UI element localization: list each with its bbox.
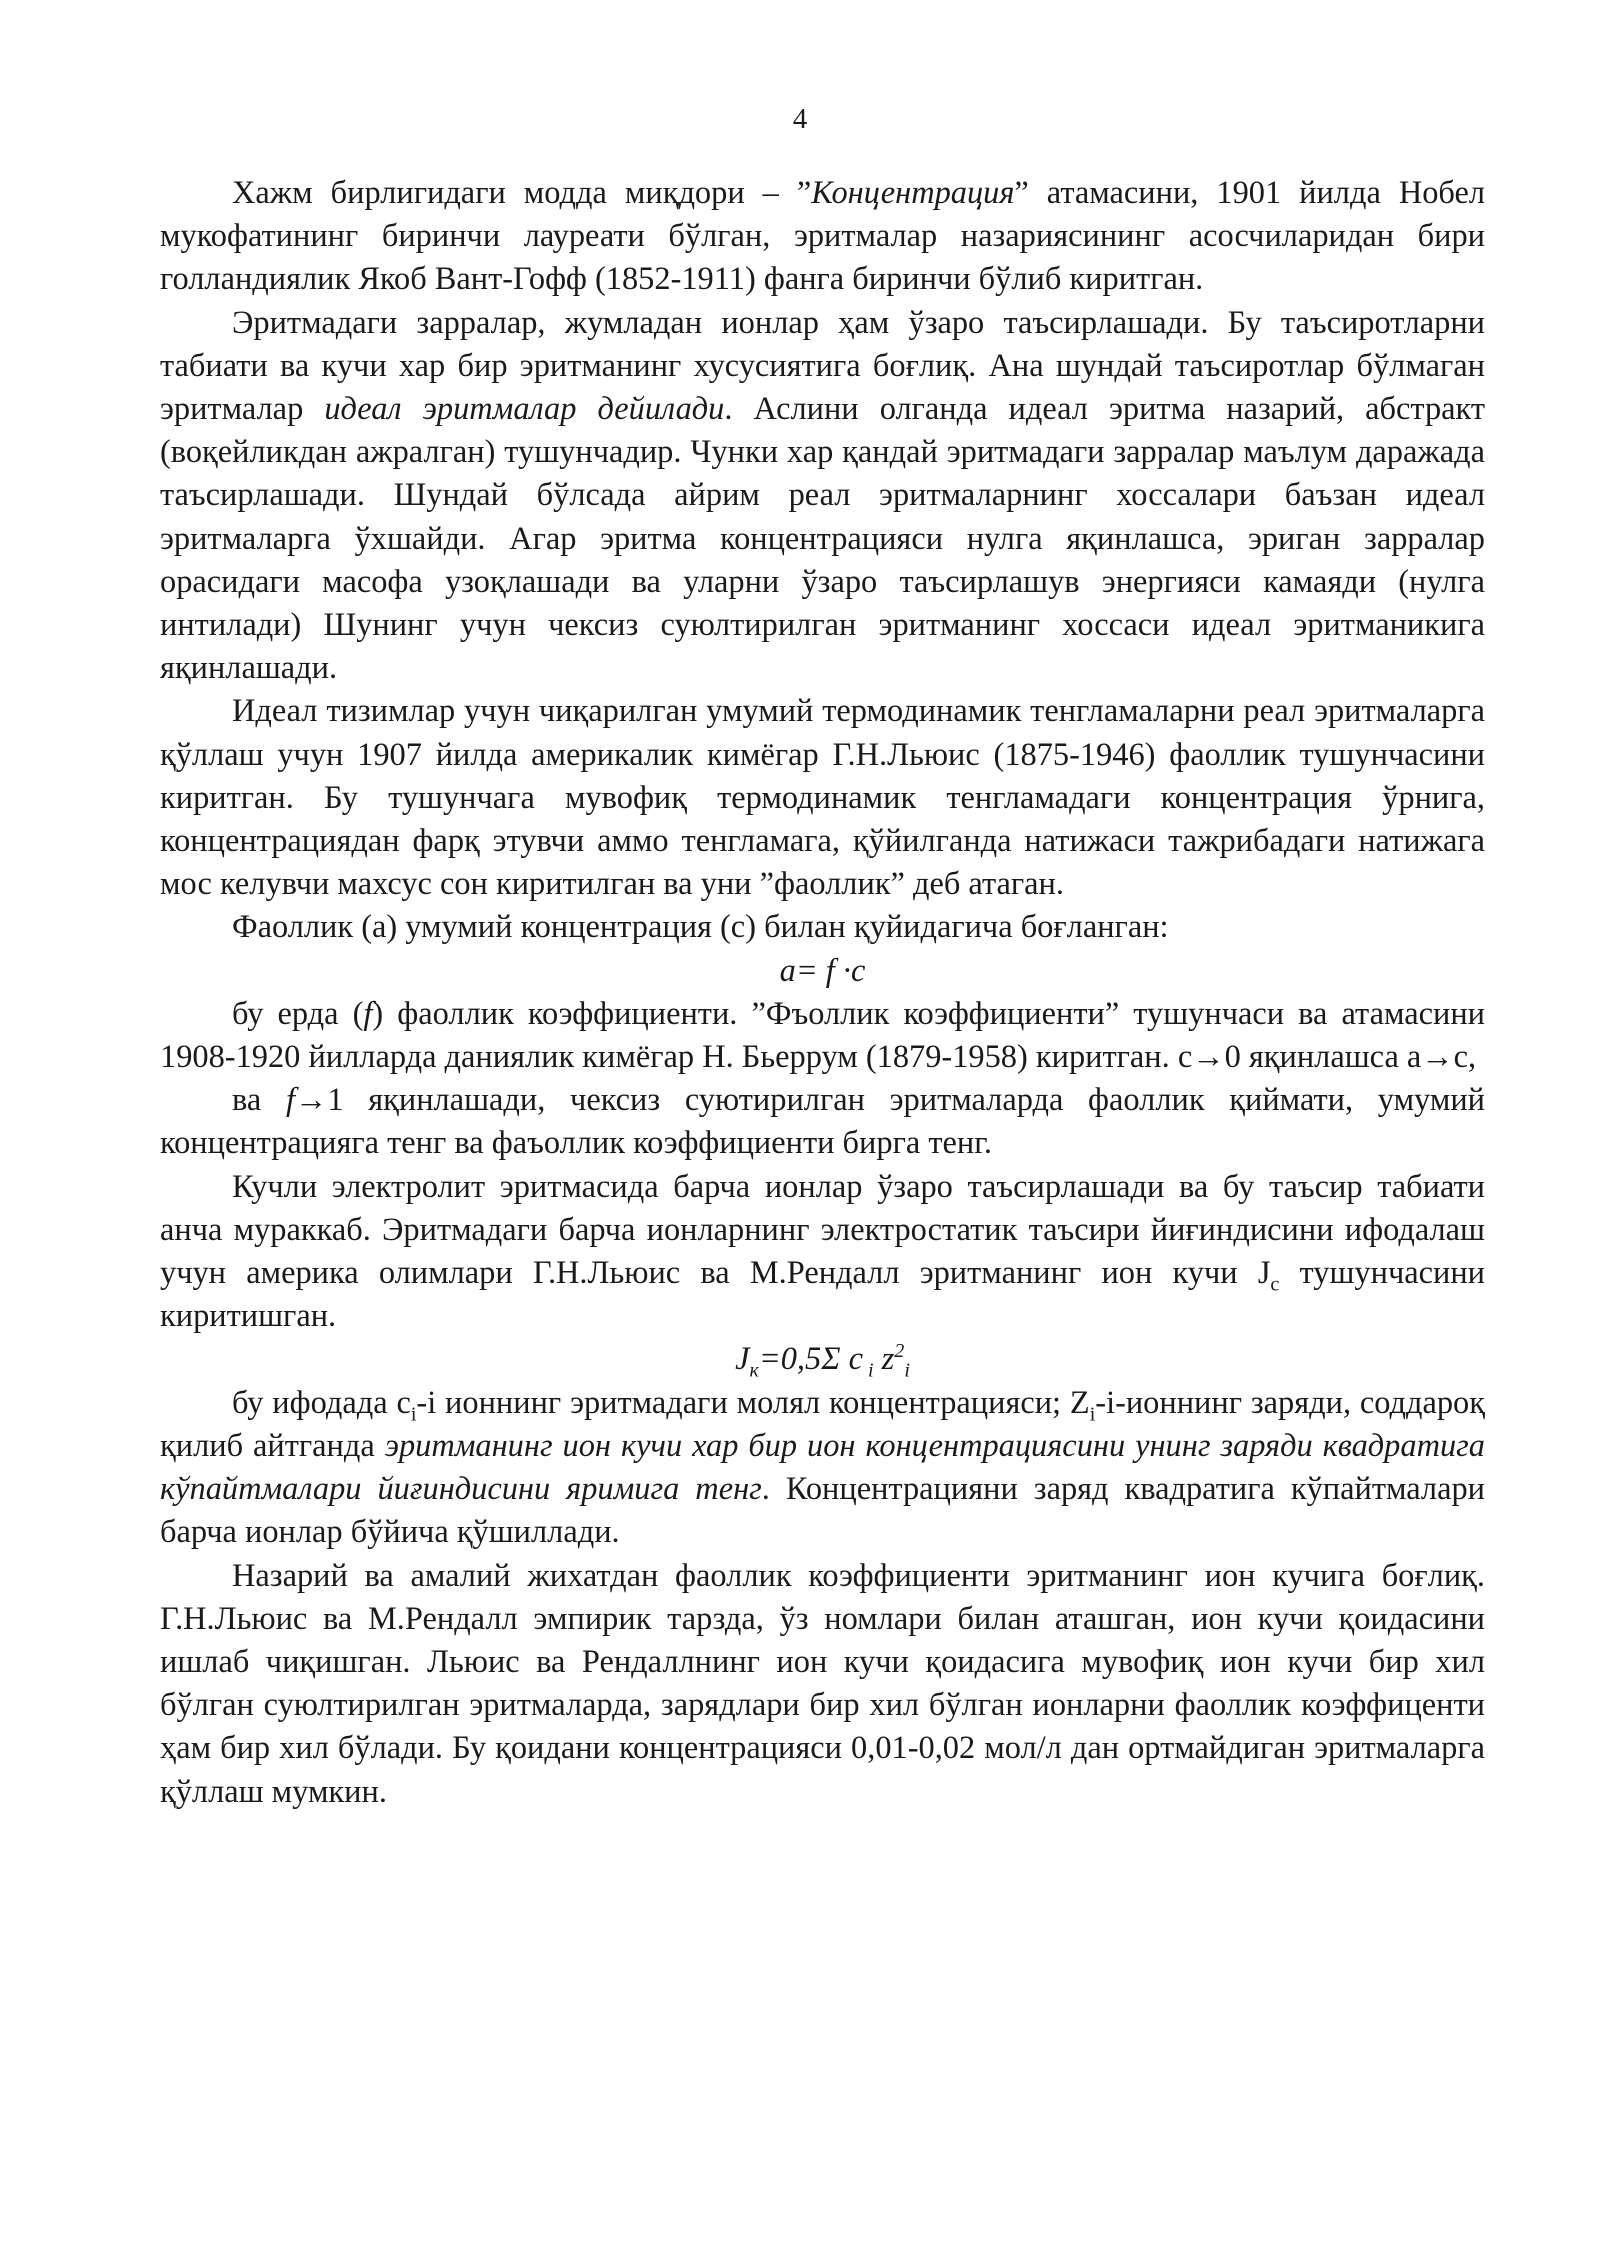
paragraph-activity-coefficient: бу ерда (f) фаоллик коэффициенти. ”Фъоллик коэффициенти” тушунчаси ва атамасини 1908-1920 йилларда даниялик кимёгар Н. Бьеррум (1879-1958) киритган. с→0 яқинлашса а→с, bbox=[160, 995, 1485, 1076]
paragraph-activity-relation: Фаоллик (а) умумий концентрация (с) билан қуйидагича боғланган: bbox=[232, 909, 1169, 946]
formula-ionic-strength: $J_к=0,5\Sigma$ c $_i$ $z^2_i$ bbox=[735, 1340, 910, 1382]
paragraph-ideal-solutions: Эритмадаги зарралар, жумладан ионлар ҳам ўзаро таъсирлашади. Бу таъсиротларни табиати ва кучи хар бир эритманинг хусусиятига боғлиқ. Ана шундай таъсиротлар бўлмаган эритмалар идеал эритмалар дейилади. Аслини олганда идеал эритма назарий, абстракт (воқейликдан ажралган) тушунчадир. Чунки хар қандай эритмадаги зарралар маълум даражада таъсирлашади. Шундай бўлсада айрим реал эритмаларнинг хоссалари баъзан идеал эритмаларга ўхшайди. Агар эритма концентрацияси нулга яқинлашса, эриган зарралар орасидаги масофа узоқлашади ва уларни ўзаро таъсирлашув энергияси камаяди (нулга интилади) Шунинг учун чексиз суюлтирилган эритманинг хоссаси идеал эритманикига яқинлашади. bbox=[160, 304, 1485, 687]
term-concentration: Концентрация bbox=[811, 175, 1015, 211]
paragraph-activity-concept: Идеал тизимлар учун чиқарилган умумий термодинамик тенгламаларни реал эритмаларга қўллаш учун 1907 йилда америкалик кимёгар Г.Н.Льюис (1875-1946) фаоллик тушунчасини киритган. Бу тушунчага мувофиқ термодинамик тенгламадаги концентрация ўрнига, концентрациядан фарқ этувчи аммо тенгламага, қўйилганда натижаси тажрибадаги натижага мос келувчи махсус сон киритилган ва уни ”фаоллик” деб атаган. bbox=[160, 693, 1485, 903]
paragraph-ionic-strength-definition: бу ифодада $c_i-i$ ионнинг эритмадаги молял концентрацияси; $Z_i-i$-ионнинг заряди, соддароқ қилиб айтганда эритманинг ион кучи хар бир ион концентрациясини унинг заряди квадратига кўпайтмалари йиғиндисини яримига тенг. Концентрацияни заряд квадратига кўпайтмалари барча ионлар бўйича қўшиллади. bbox=[160, 1384, 1485, 1551]
paragraph-dilution-limit: ва f→1 яқинлашади, чексиз суютирилган эритмаларда фаоллик қиймати, умумий концентрацияга тенг ва фаъоллик коэффициенти бирга тенг. bbox=[160, 1082, 1485, 1162]
body-text bbox=[160, 172, 1485, 1814]
page-number: 4 bbox=[792, 103, 808, 135]
paragraph-concentration: Хажм бирлигидаги модда миқдори – ”Концентрация” атамасини, 1901 йилда Нобел мукофатининг биринчи лауреати бўлган, эритмалар назариясининг асосчиларидан бири голландиялик Якоб Вант-Гофф (1852-1911) фанга биринчи бўлиб киритган. bbox=[160, 175, 1485, 298]
term-ideal-solutions: идеал эритмалар дейилади bbox=[324, 391, 725, 428]
formula-activity: a= f ·c bbox=[779, 952, 866, 989]
paragraph-lewis-randall-rule: Назарий ва амалий жихатдан фаоллик коэффициенти эритманинг ион кучига боғлиқ. Г.Н.Льюис ва М.Рендалл эмпирик тарзда, ўз номлари билан аташган, ион кучи қоидасини ишлаб чиқишган. Льюис ва Рендаллнинг ион кучи қоидасига мувофиқ ион кучи бир хил бўлган суюлтирилган эритмаларда, зарядлари бир хил бўлган ионларни фаоллик коэффиценти ҳам бир хил бўлади. Бу қоидани концентрацияси 0,01-0,02 мол/л дан ортмайдиган эритмаларга қўллаш мумкин. bbox=[160, 1557, 1485, 1810]
paragraph-ionic-strength: Кучли электролит эритмасида барча ионлар ўзаро таъсирлашади ва бу таъсир табиати анча мураккаб. Эритмадаги барча ионларнинг электростатик таъсири йиғиндисини ифодалаш учун америка олимлари Г.Н.Льюис ва М.Рендалл эритманинг ион кучи $J_c$ тушунчасини киритишган. bbox=[160, 1168, 1485, 1335]
